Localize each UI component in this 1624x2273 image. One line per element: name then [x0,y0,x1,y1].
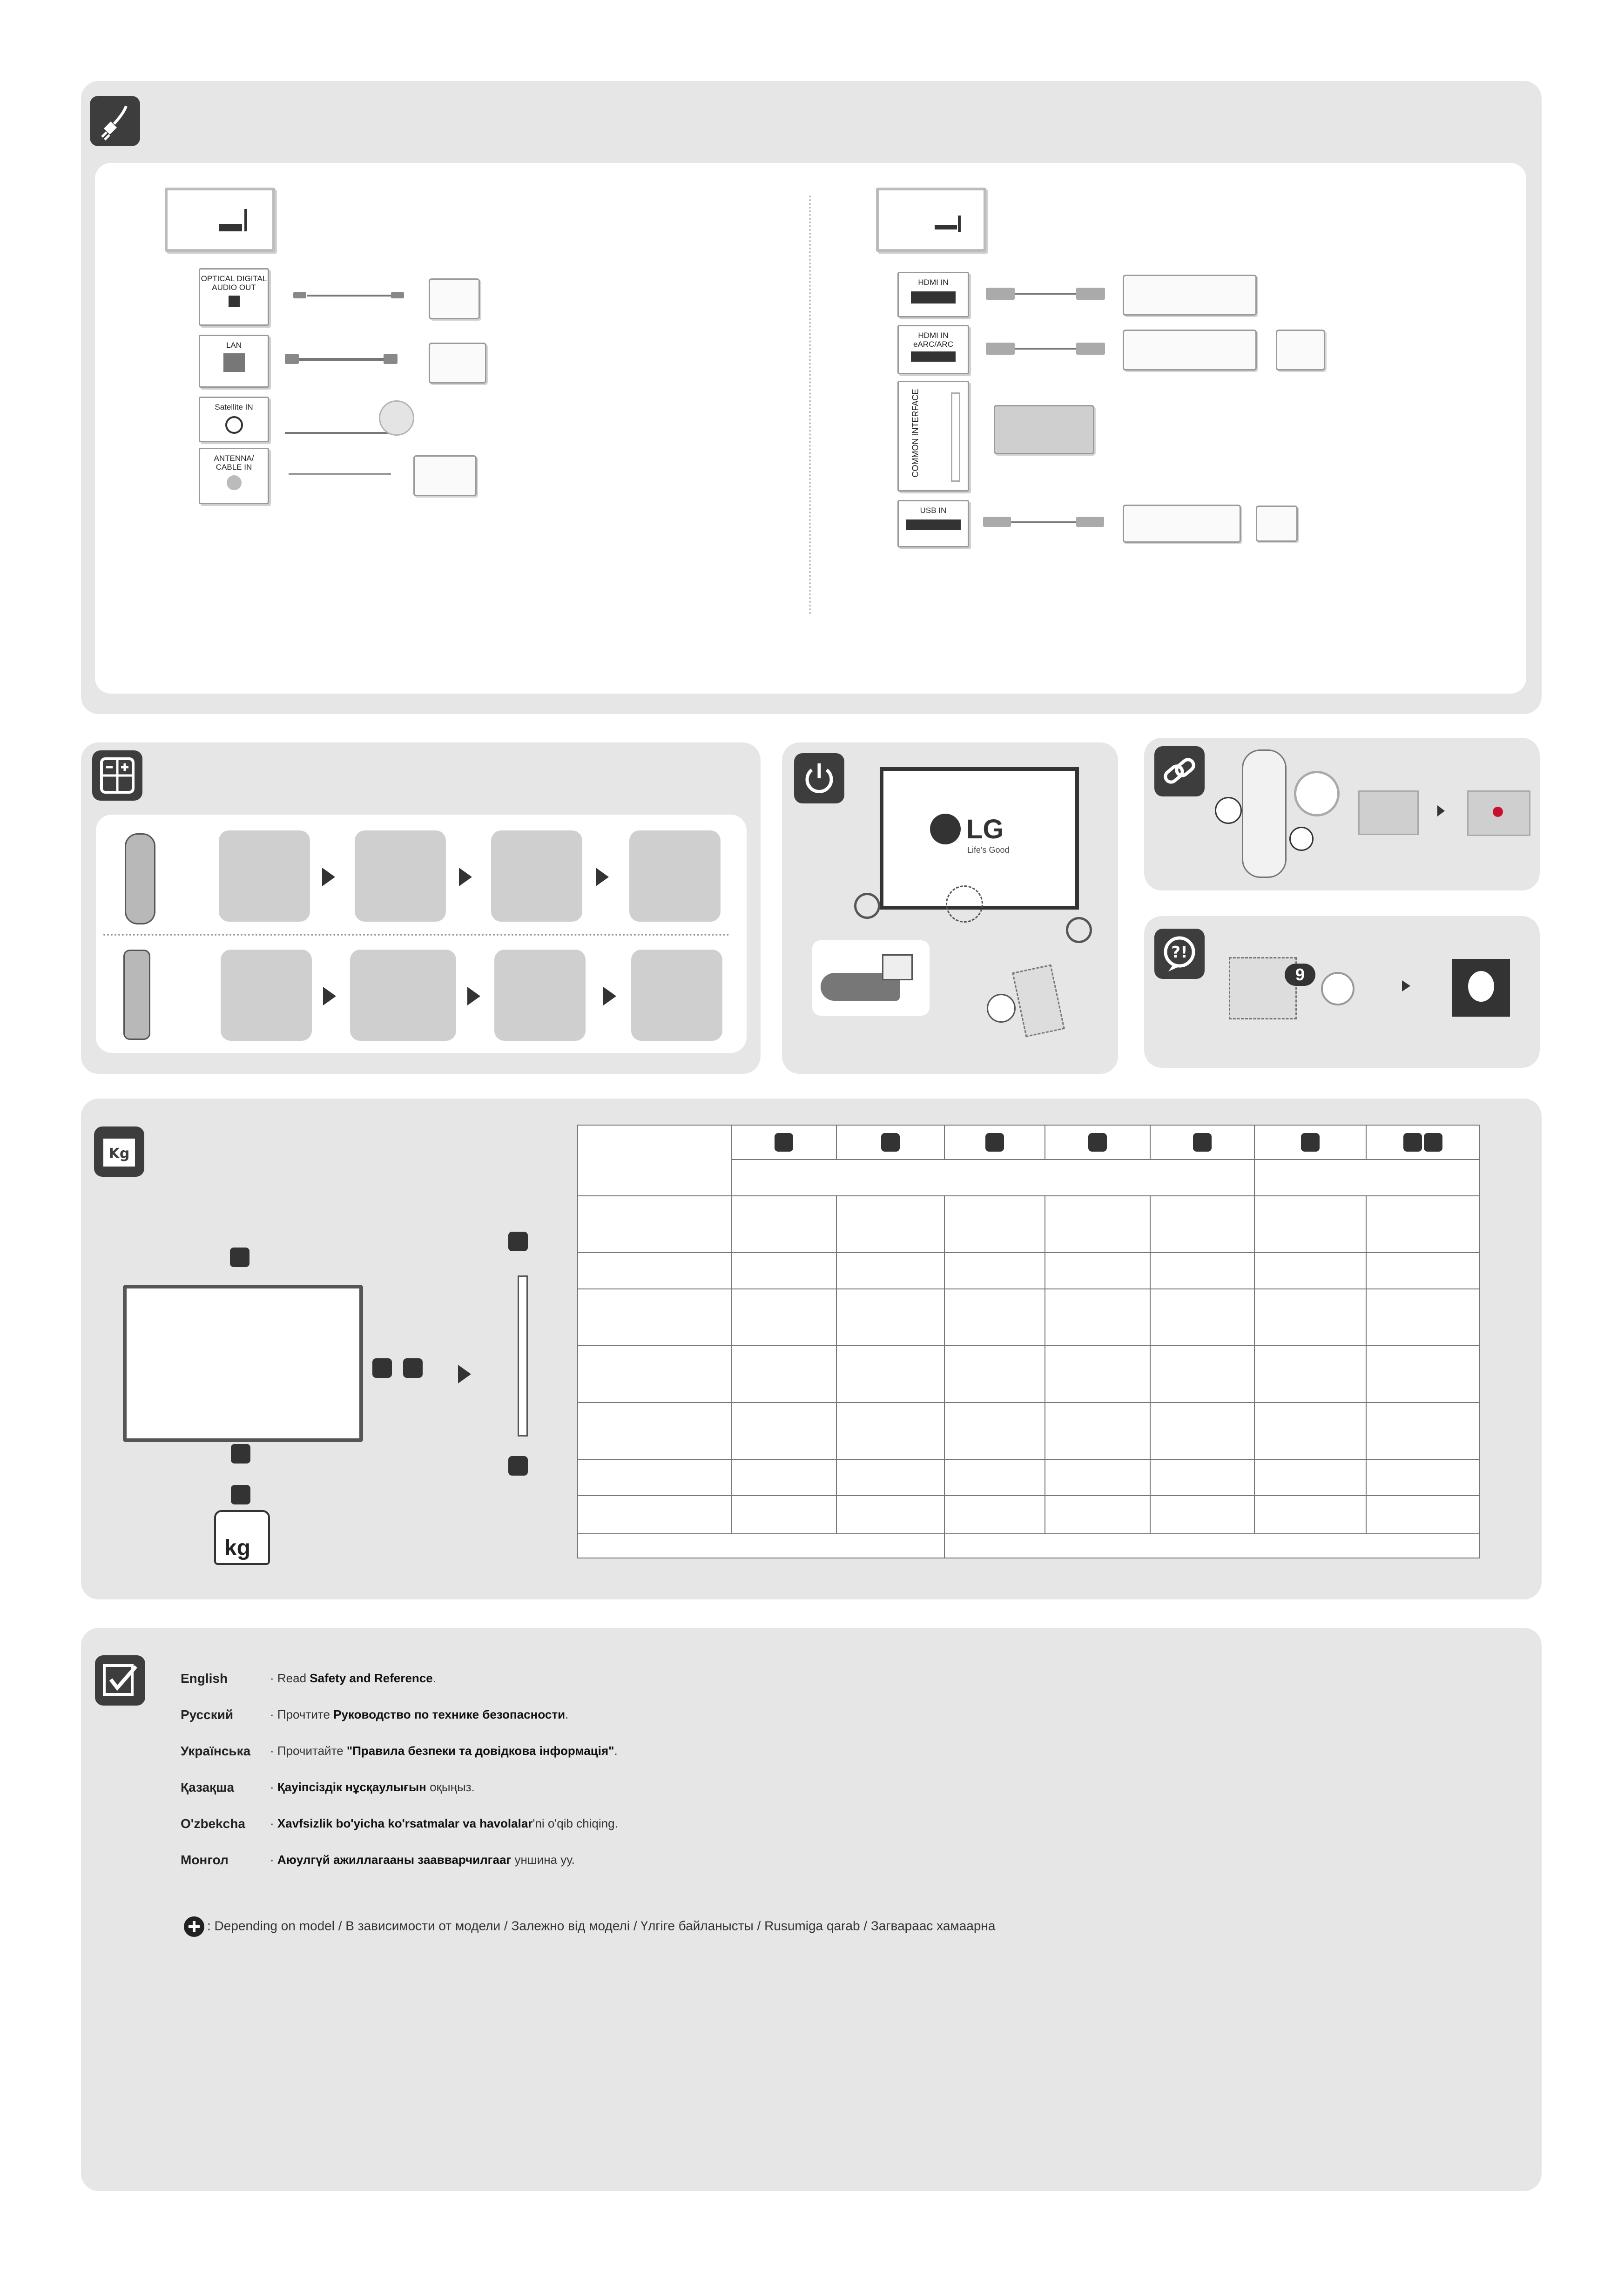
checklist-icon [95,1655,145,1706]
port-satellite: Satellite IN [199,397,269,442]
step2-remove-cover [350,950,456,1041]
dim-depth-badge [508,1232,528,1251]
battery-icon [92,750,142,801]
table-row [578,1289,1480,1346]
safety-text-mongolian: · Аюулгүй ажиллагааны заавварчилгааг уншина уу. [270,1853,575,1867]
table-row [578,1196,1480,1253]
lang-english: English [181,1671,228,1686]
hdmi-plug [1076,288,1105,300]
timer-icon [1321,972,1354,1005]
cable-plug-icon [90,96,140,146]
antenna-wall-icon [413,455,477,496]
lg-tagline: Life's Good [967,845,1010,855]
safety-text-english: · Read Safety and Reference. [270,1671,436,1685]
safety-text-uzbek: · Xavfsizlik bo'yicha ko'rsatmalar va havolalar'ni o'qib chiqing. [270,1816,618,1830]
next-arrow-icon [459,868,472,886]
step3-insert-batteries [494,950,586,1041]
svg-text:Kg: Kg [108,1146,130,1162]
table-row [578,1253,1480,1289]
step3-insert-batteries [491,830,582,922]
weight-scale-icon [94,1126,144,1177]
port-hdmi-in: HDMI IN [897,272,969,317]
col-badge [1403,1133,1422,1152]
col-badge [1193,1133,1212,1152]
plus-circle-icon [184,1916,204,1937]
hdmi-plug [1076,343,1105,355]
link-icon [1154,746,1205,796]
divider [103,934,729,936]
port-usb-in: USB IN [897,500,969,547]
step4-close-cover [631,950,722,1041]
model-dependent-note: : Depending on model / В зависимости от модели / Залежно від моделі / Үлгіге байланысты / Rusumiga qarab / Загвараас хамаарна [184,1916,995,1937]
usb-cable [1011,521,1076,523]
settings-button-icon [1289,827,1314,851]
hand-press-illustration [812,940,930,1016]
power-button-highlight [946,885,983,923]
weight-kg-icon: kg [210,1485,271,1564]
timer-icon [1294,771,1340,816]
table-row [578,1459,1480,1496]
col-badge [881,1133,900,1152]
rotate-arrow-icon [458,1365,471,1383]
table-row [578,1534,1480,1558]
standard-remote-icon [123,950,150,1040]
port-lan: LAN [199,335,269,388]
dim-width-badge [230,1248,249,1267]
col-badge [1301,1133,1320,1152]
lang-uzbek: O'zbekcha [181,1816,245,1831]
lang-ukrainian: Українська [181,1744,251,1758]
svg-text:?!: ?! [1171,943,1188,962]
usb-plug [983,517,1011,527]
usb-hdd-icon [1123,505,1241,543]
dim-height-stand-badge [403,1358,423,1378]
optical-cable [307,295,391,297]
antenna-cable [289,473,391,475]
hdmi-cable [1015,348,1076,350]
satellite-dish-icon [379,400,414,436]
tv-off-icon [854,893,880,919]
tv-after-pairing [1467,790,1530,836]
dim-stand-depth-badge [508,1456,528,1476]
audio-system-icon [1276,330,1325,371]
next-arrow-icon [603,987,616,1005]
column-divider [809,196,811,614]
tv-on-icon [1066,917,1092,943]
lan-plug [285,354,299,364]
col-badge [775,1133,793,1152]
satellite-cable [285,432,397,434]
hdmi-plug [986,288,1015,300]
safety-text-russian: · Прочтите Руководство по технике безопасности. [270,1707,569,1721]
hdmi-cable [1015,293,1076,295]
col-badge [1424,1133,1442,1152]
home-button-icon [1215,797,1242,824]
dim-height-badge [372,1358,392,1378]
next-arrow-icon [1402,980,1410,991]
tv-dimension-front [123,1285,363,1442]
weight-badge [231,1485,250,1504]
optical-plug [391,292,404,298]
usb-flash-icon [1256,506,1298,542]
next-arrow-icon [596,868,609,886]
col-badge [985,1133,1004,1152]
next-arrow-icon [322,868,335,886]
router-icon [429,343,486,384]
lang-mongolian: Монгол [181,1853,229,1867]
step1-open-cover [221,950,312,1041]
lg-logo-text: LG [966,814,1004,844]
optical-plug [293,292,306,298]
table-row [578,1346,1480,1403]
hdmi-arc-devices-icon [1123,330,1257,371]
col-badge [1088,1133,1107,1152]
port-antenna-cable: ANTENNA/ CABLE IN [199,448,269,504]
step1-open-cover [219,830,310,922]
remote-power-illustration [983,961,1062,1036]
hdmi-plug [986,343,1015,355]
key-9-badge: 9 [1285,964,1315,986]
table-row [578,1496,1480,1534]
lang-kazakh: Қазақша [181,1780,235,1794]
dim-stand-width-badge [231,1444,250,1464]
safety-text-kazakh: · Қауіпсіздік нұсқаулығын оқыңыз. [270,1780,475,1794]
magic-remote-icon [125,833,155,924]
lan-cable [299,358,384,361]
next-arrow-icon [323,987,336,1005]
next-arrow-icon [1437,805,1445,816]
port-optical-audio: OPTICAL DIGITAL AUDIO OUT [199,268,269,326]
power-icon [794,753,844,803]
port-hdmi-earc: HDMI IN eARC/ARC [897,325,969,374]
next-arrow-icon [467,987,480,1005]
magic-remote-pairing [1242,749,1287,878]
tv-front [880,767,1079,910]
audio-system-icon [429,278,480,319]
tv-rear-bottom-ports-thumbnail [165,188,275,252]
lang-russian: Русский [181,1707,234,1722]
spec-table [577,1125,1480,1558]
tv-before-pairing [1358,790,1419,835]
step2-remove-cover [355,830,446,922]
table-row [578,1125,1480,1160]
step4-close-cover [629,830,721,922]
port-common-interface: COMMON INTERFACE [897,381,969,492]
table-row [578,1403,1480,1459]
usb-plug [1076,517,1104,527]
tv-rear-side-ports-thumbnail [876,188,986,252]
tv-dimension-side [518,1275,528,1437]
support-agent-icon [1452,959,1510,1017]
lan-plug [384,354,398,364]
safety-text-ukrainian: · Прочитайте "Правила безпеки та довідкова інформація". [270,1744,618,1758]
ci-module-icon [994,405,1094,454]
keypad-illustration [1229,957,1297,1019]
hdmi-devices-icon [1123,275,1257,316]
help-question-icon [1154,929,1205,979]
